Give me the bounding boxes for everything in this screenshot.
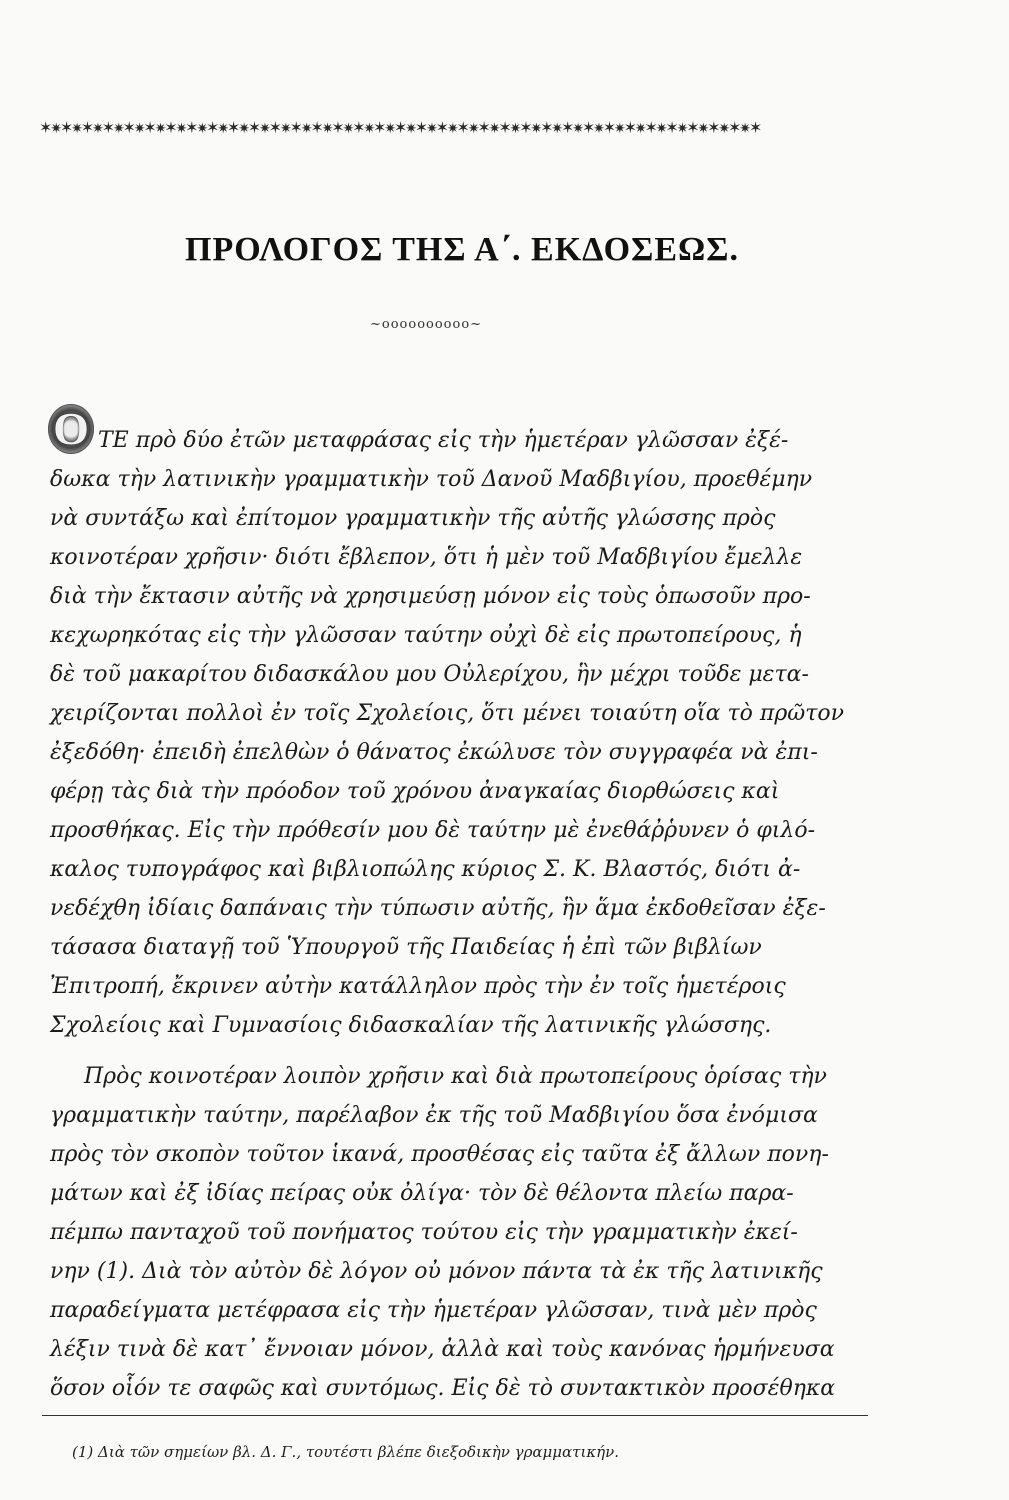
text-line: Ἐπιτροπή, ἔκρινεν αὐτὴν κατάλληλον πρὸς τὴν ἐν τοῖς ἡμετέροις — [50, 974, 786, 999]
text-line: φέρῃ τὰς διὰ τὴν πρόοδον τοῦ χρόνου ἀναγκαίας διορθώσεις καὶ — [50, 779, 780, 804]
text-line: μάτων καὶ ἐξ ἰδίας πείρας οὐκ ὀλίγα· τὸν δὲ θέλοντα πλείω παρα- — [50, 1181, 794, 1206]
text-line: Σχολείοις καὶ Γυμνασίοις διδασκαλίαν τῆς λατινικῆς γλώσσης. — [50, 1013, 772, 1038]
text-line: τάσασα διαταγῇ τοῦ Ὑπουργοῦ τῆς Παιδείας ἡ ἐπὶ τῶν βιβλίων — [50, 935, 762, 960]
text-line: λέξιν τινὰ δὲ κατ᾽ ἔννοιαν μόνον, ἀλλὰ καὶ τοὺς κανόνας ἡρμήνευσα — [50, 1337, 835, 1362]
text-line: ὅσον οἷόν τε σαφῶς καὶ συντόμως. Εἰς δὲ τὸ συντακτικὸν προσέθηκα — [50, 1376, 836, 1401]
text-line: γραμματικὴν ταύτην, παρέλαβον ἐκ τῆς τοῦ Μαδβιγίου ὅσα ἐνόμισα — [50, 1103, 818, 1128]
text-line: ΤΕ πρὸ δύο ἐτῶν μεταφράσας εἰς τὴν ἡμετέραν γλῶσσαν ἐξέ- — [98, 428, 789, 453]
text-line: δωκα τὴν λατινικὴν γραμματικὴν τοῦ Δανοῦ Μαδβιγίου, προεθέμην — [50, 467, 813, 492]
decorative-ornament-band: ✶✷✶✷✶✷✶✷✶✷✶✷✶✷✶✷✶✷✶✷✶✷✶✷✶✷✶✷✶✷✶✷✶✷✶✷✶✷✶✷✶✷✶✷✶✷✶✷✶✷✶✷✶✷✶✷✶✷✶✷✶✷✶✷✶✷✶✷✶ — [40, 116, 761, 138]
text-line: νεδέχθη ἰδίαις δαπάναις τὴν τύπωσιν αὐτῆς, ἣν ἅμα ἐκδοθεῖσαν ἐξε- — [50, 896, 826, 921]
drop-cap-letter: Ο — [53, 403, 89, 454]
text-line: ἐξεδόθη· ἐπειδὴ ἐπελθὼν ὁ θάνατος ἐκώλυσε τὸν συγγραφέα νὰ ἐπι- — [50, 740, 818, 765]
text-line: κεχωρηκότας εἰς τὴν γλῶσσαν ταύτην οὐχὶ δὲ εἰς πρωτοπείρους, ἡ — [50, 623, 802, 648]
footnote: (1) Διὰ τῶν σημείων βλ. Δ. Γ., τουτέστι βλέπε διεξοδικὴν γραμματικήν. — [72, 1443, 620, 1461]
text-line: χειρίζονται πολλοὶ ἐν τοῖς Σχολείοις, ὅτι μένει τοιαύτη οἵα τὸ πρῶτον — [50, 701, 844, 726]
text-line: προσθήκας. Εἰς τὴν πρόθεσίν μου δὲ ταύτην μὲ ἐνεθάῤῥυνεν ὁ φιλό- — [50, 818, 816, 843]
page-title: ΠΡΟΛΟΓΟΣ ΤΗΣ Α΄. ΕΚΔΟΣΕΩΣ. — [185, 231, 739, 268]
title-ornament: ~oooooooooo~ — [370, 317, 483, 332]
text-line: κοινοτέραν χρῆσιν· διότι ἔβλεπον, ὅτι ἡ μὲν τοῦ Μαδβιγίου ἔμελλε — [50, 545, 803, 570]
text-line: δὲ τοῦ μακαρίτου διδασκάλου μου Οὐλερίχου, ἣν μέχρι τοῦδε μετα- — [50, 662, 809, 687]
text-line: πέμπω πανταχοῦ τοῦ πονήματος τούτου εἰς τὴν γραμματικὴν ἐκεί- — [50, 1220, 798, 1245]
text-line: νὰ συντάξω καὶ ἐπίτομον γραμματικὴν τῆς αὐτῆς γλώσσης πρὸς — [50, 506, 776, 531]
footnote-divider — [42, 1415, 868, 1416]
text-line: πρὸς τὸν σκοπὸν τοῦτον ἱκανά, προσθέσας εἰς ταῦτα ἐξ ἄλλων πονη- — [50, 1142, 829, 1167]
text-line: παραδείγματα μετέφρασα εἰς τὴν ἡμετέραν γλῶσσαν, τινὰ μὲν πρὸς — [50, 1298, 817, 1323]
text-line: διὰ τὴν ἔκτασιν αὐτῆς νὰ χρησιμεύσῃ μόνον εἰς τοὺς ὁπωσοῦν προ- — [50, 584, 811, 609]
text-line: νην (1). Διὰ τὸν αὐτὸν δὲ λόγον οὐ μόνον πάντα τὰ ἐκ τῆς λατινικῆς — [50, 1259, 823, 1284]
text-line: Πρὸς κοινοτέραν λοιπὸν χρῆσιν καὶ διὰ πρωτοπείρους ὁρίσας τὴν — [84, 1064, 827, 1089]
text-line: καλος τυπογράφος καὶ βιβλιοπώλης κύριος Σ. Κ. Βλαστός, διότι ἀ- — [50, 857, 801, 882]
